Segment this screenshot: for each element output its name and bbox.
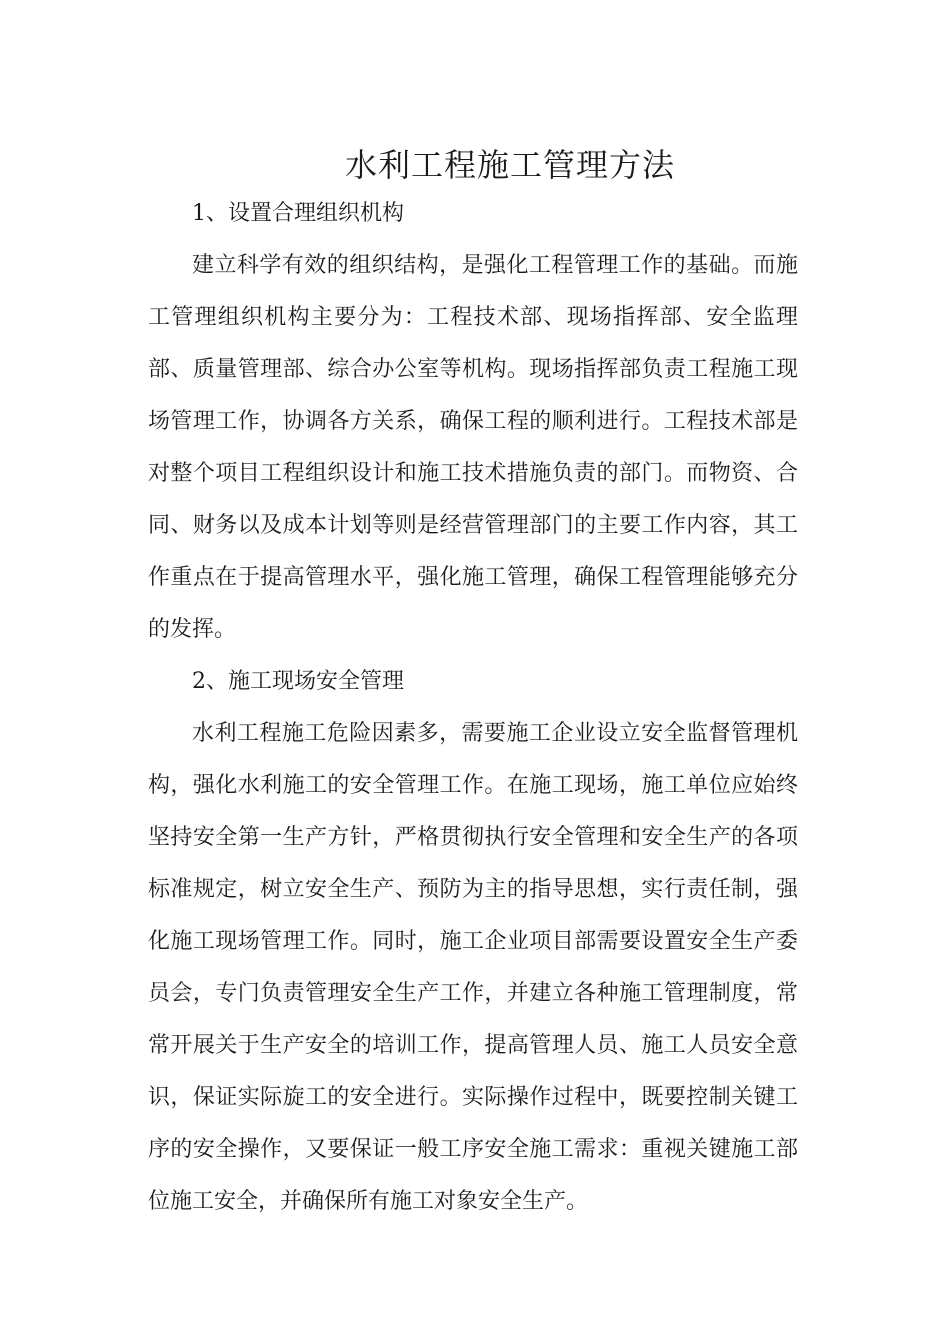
- page-title: 水利工程施工管理方法: [344, 146, 675, 185]
- document-body: [148, 188, 798, 1228]
- section-paragraph-1: 建立科学有效的组织结构，是强化工程管理工作的基础。而施工管理组织机构主要分为：工程技术部、现场指挥部、安全监理部、质量管理部、综合办公室等机构。现场指挥部负责工程施工现场管理工作，协调各方关系，确保工程的顺利进行。工程技术部是对整个项目工程组织设计和施工技术措施负责的部门。而物资、合同、财务以及成本计划等则是经营管理部门的主要工作内容，其工作重点在于提高管理水平，强化施工管理，确保工程管理能够充分的发挥。: [148, 253, 798, 642]
- section-paragraph-2: 水利工程施工危险因素多，需要施工企业设立安全监督管理机构，强化水利施工的安全管理工作。在施工现场，施工单位应始终坚持安全第一生产方针，严格贯彻执行安全管理和安全生产的各项标准规定，树立安全生产、预防为主的指导思想，实行责任制，强化施工现场管理工作。同时，施工企业项目部需要设置安全生产委员会，专门负责管理安全生产工作，并建立各种施工管理制度，常常开展关于生产安全的培训工作，提高管理人员、施工人员安全意识，保证实际旋工的安全进行。实际操作过程中，既要控制关键工序的安全操作，又要保证一般工序安全施工需求：重视关键施工部位施工安全，并确保所有施工对象安全生产。: [148, 721, 798, 1214]
- section-heading-1: 1、设置合理组织机构: [192, 201, 404, 226]
- section-heading-2: 2、施工现场安全管理: [192, 669, 404, 694]
